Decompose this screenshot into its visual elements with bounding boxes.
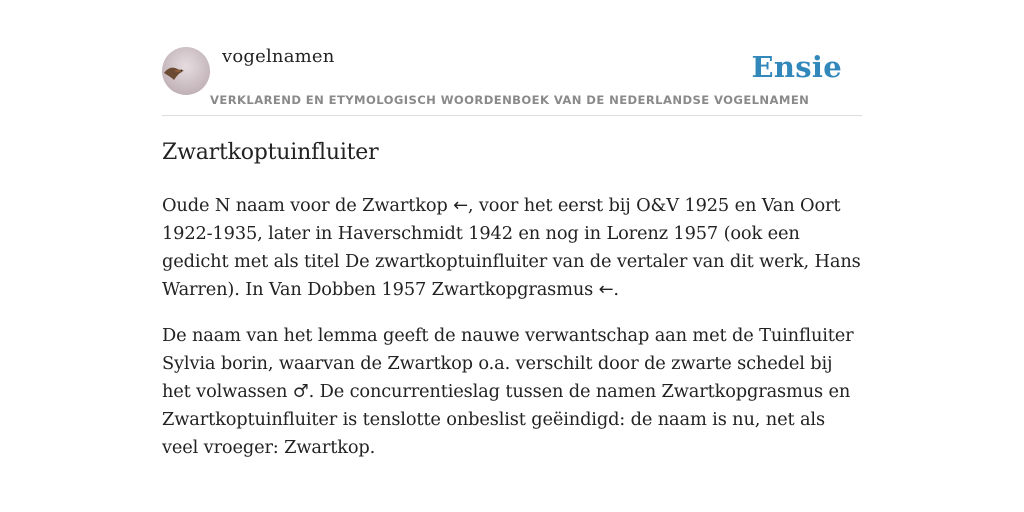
bird-photo-icon[interactable]: [162, 47, 210, 95]
paragraph-1-text-a: Oude N naam voor de Zwartkop: [162, 195, 454, 216]
back-arrow-link[interactable]: ←: [453, 195, 468, 216]
paragraph-1: [162, 192, 862, 304]
site-subtitle: VERKLAREND EN ETYMOLOGISCH WOORDENBOEK VAN DE NEDERLANDSE VOGELNAMEN: [210, 93, 810, 107]
entry-content: [162, 192, 862, 480]
ensie-logo[interactable]: Ensie: [751, 50, 842, 84]
site-header: [162, 46, 862, 116]
paragraph-1-text-c: .: [613, 279, 619, 300]
site-name[interactable]: vogelnamen: [222, 46, 335, 67]
paragraph-1-text-b: , voor het eerst bij O&V 1925 en Van Oort 1922-1935, later in Haverschmidt 1942 en nog in Lorenz 1957 (ook een gedicht met als titel De zwartkoptuinfluiter van de vertaler van dit werk, Hans Warren). In Van Dobben 1957 Zwartkopgrasmus: [162, 195, 861, 300]
paragraph-2: De naam van het lemma geeft de nauwe verwantschap aan met de Tuinfluiter Sylvia borin, waarvan de Zwartkop o.a. verschilt door de zwarte schedel bij het volwassen ♂. De concurrentieslag tussen de namen Zwartkopgrasmus en Zwartkoptuinfluiter is tenslotte onbeslist geëindigd: de naam is nu, net als veel vroeger: Zwartkop.: [162, 325, 854, 458]
entry-title: Zwartkoptuinfluiter: [162, 140, 379, 165]
back-arrow-link[interactable]: ←: [598, 279, 614, 300]
